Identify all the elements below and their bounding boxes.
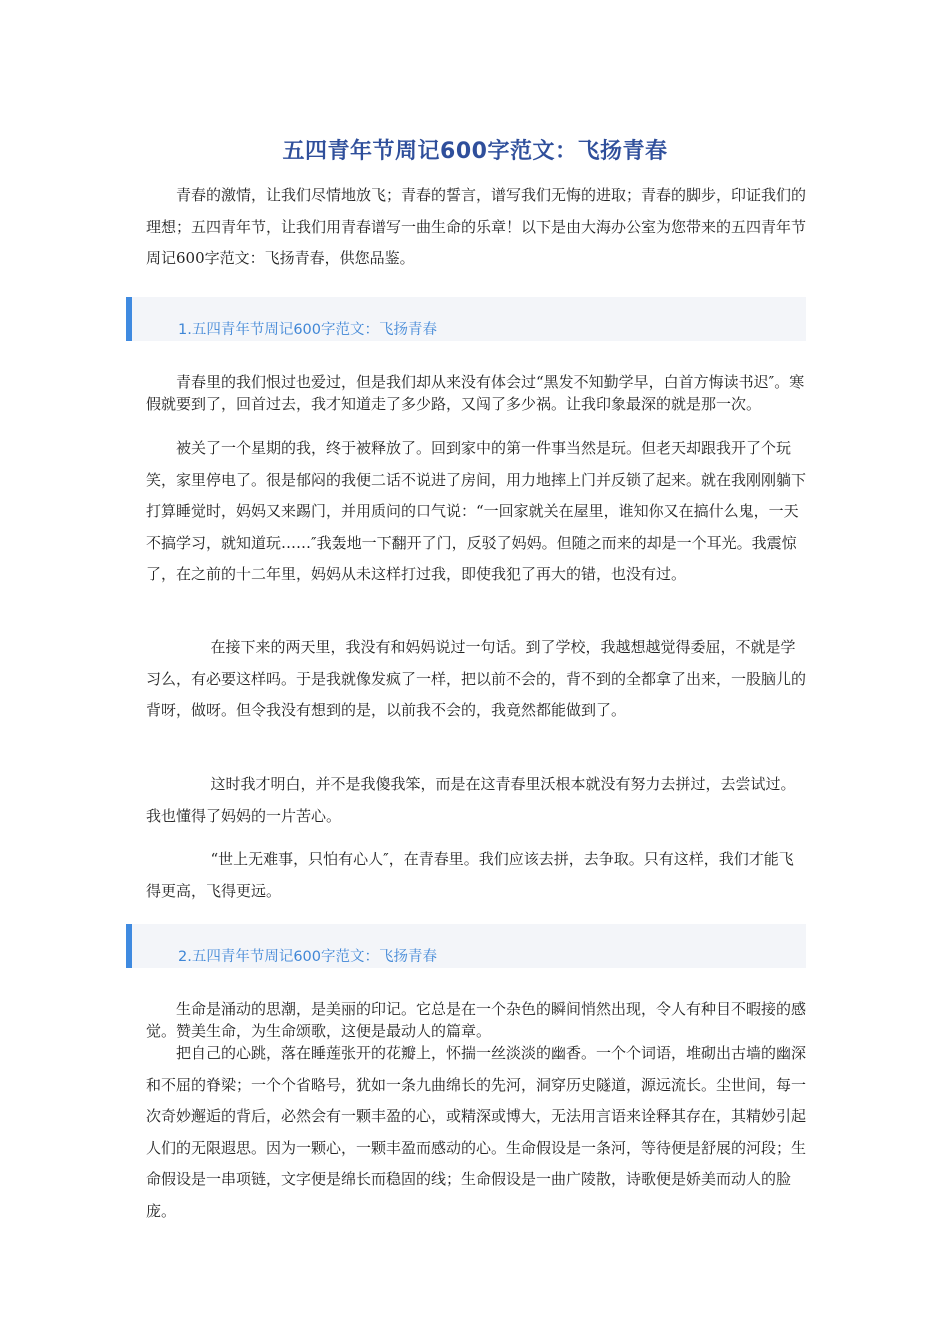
section-header-2	[126, 924, 806, 968]
section-1-paragraph-1: 青春里的我们恨过也爱过，但是我们却从来没有体会过“黑发不知勤学早，白首方悔读书迟″。寒假就要到了，回首过去，我才知道走了多少路，又闯了多少祸。让我印象最深的就是那一次。	[146, 373, 805, 413]
section-heading-1: 1.五四青年节周记600字范文：飞扬青春	[178, 322, 438, 338]
section-1-paragraph-3: 在接下来的两天里，我没有和妈妈说过一句话。到了学校，我越想越觉得委屈，不就是学习么，有必要这样吗。于是我就像发疯了一样，把以前不会的，背不到的全都拿了出来，一股脑儿的背呀，做呀。但令我没有想到的是，以前我不会的，我竟然都能做到了。	[146, 638, 807, 719]
section-2-paragraph-2: 把自己的心跳，落在睡莲张开的花瓣上，怀揣一丝淡淡的幽香。一个个词语，堆砌出古墙的幽深和不屈的脊梁；一个个省略号，犹如一条九曲绵长的先河，洞穿历史隧道，源远流长。尘世间，每一次奇妙邂逅的背后，必然会有一颗丰盈的心，或精深或博大，无法用言语来诠释其存在，其精妙引起人们的无限遐思。因为一颗心，一颗丰盈而感动的心。生命假设是一条河，等待便是舒展的河段；生命假设是一串项链，文字便是绵长而稳固的线；生命假设是一曲广陵散，诗歌便是娇美而动人的脸庞。	[146, 1044, 807, 1220]
intro-paragraph: 青春的激情，让我们尽情地放飞；青春的誓言，谱写我们无悔的进取；青春的脚步，印证我们的理想；五四青年节，让我们用青春谱写一曲生命的乐章！以下是由大海办公室为您带来的五四青年节周记600字范文：飞扬青春，供您品鉴。	[146, 186, 807, 267]
section-1-paragraph-2: 被关了一个星期的我，终于被释放了。回到家中的第一件事当然是玩。但老天却跟我开了个玩笑，家里停电了。很是郁闷的我便二话不说进了房间，用力地摔上门并反锁了起来。就在我刚刚躺下打算睡觉时，妈妈又来踢门，并用质问的口气说：“一回家就关在屋里，谁知你又在搞什么鬼，一天不搞学习，就知道玩……″我轰地一下翻开了门，反驳了妈妈。但随之而来的却是一个耳光。我震惊了，在之前的十二年里，妈妈从未这样打过我，即使我犯了再大的错，也没有过。	[146, 439, 807, 583]
section-1-paragraph-5: “世上无难事，只怕有心人″，在青春里。我们应该去拼，去争取。只有这样，我们才能飞得更高，飞得更远。	[146, 850, 794, 900]
document-title: 五四青年节周记600字范文：飞扬青春	[282, 139, 668, 164]
section-2-paragraph-1: 生命是涌动的思潮，是美丽的印记。它总是在一个杂色的瞬间悄然出现，令人有种目不暇接的感觉。赞美生命，为生命颂歌，这便是最动人的篇章。	[146, 1000, 807, 1040]
section-1-paragraph-4: 这时我才明白，并不是我傻我笨，而是在这青春里沃根本就没有努力去拼过，去尝试过。我也懂得了妈妈的一片苦心。	[146, 775, 796, 825]
section-header-1	[126, 297, 806, 341]
section-heading-2: 2.五四青年节周记600字范文：飞扬青春	[178, 949, 438, 965]
